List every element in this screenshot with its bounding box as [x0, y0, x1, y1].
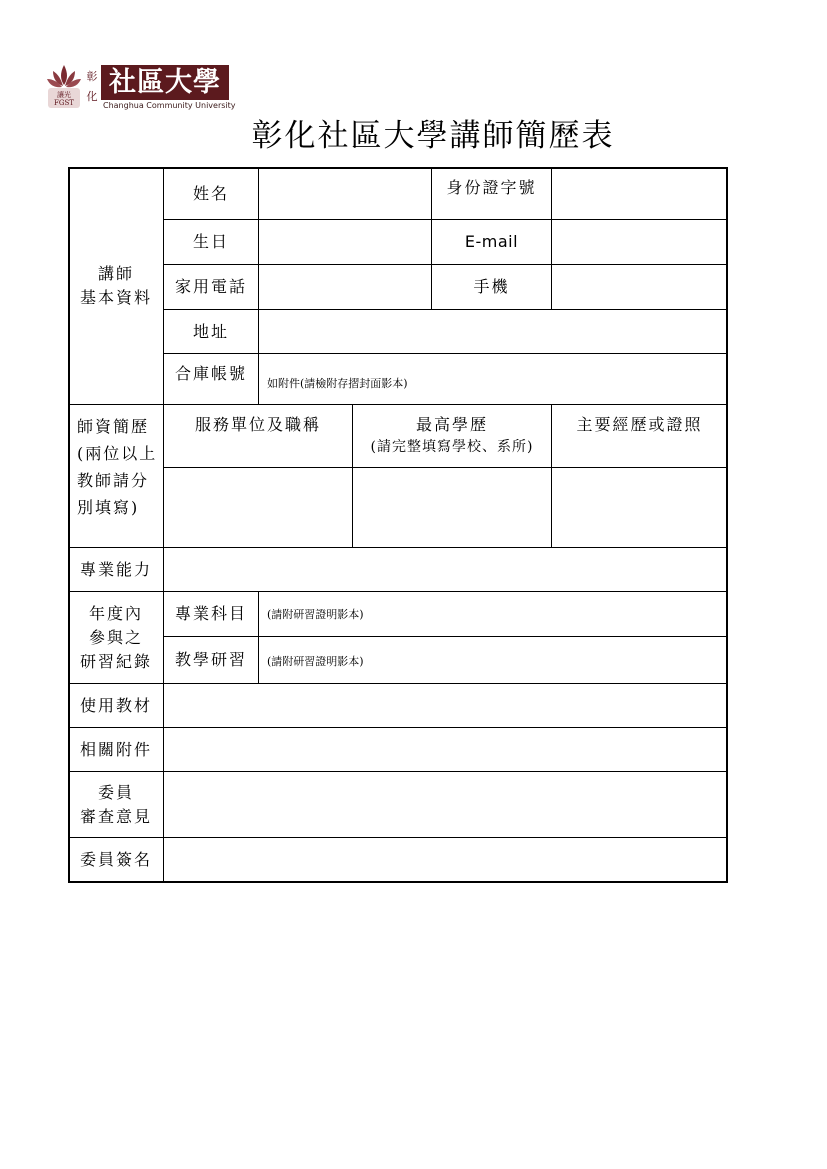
logo-emblem-text: 讓光 FGST [54, 91, 74, 107]
address-label: 地址 [163, 309, 259, 354]
committee-review-line1: 委員 [97, 782, 134, 802]
committee-review-line2: 審查意見 [79, 806, 152, 826]
committee-signature-label: 委員簽名 [68, 837, 164, 883]
id-number-label: 身份證字號 [431, 167, 552, 220]
service-column-header: 服務單位及職稱 [163, 404, 353, 468]
teaching-field[interactable] [258, 636, 728, 684]
name-field[interactable] [258, 167, 432, 220]
attachments-label: 相關附件 [68, 727, 164, 772]
training-label-line2: 參與之 [88, 627, 143, 647]
training-section-label [68, 591, 164, 684]
experience-field[interactable] [551, 467, 728, 548]
email-label: E-mail [431, 219, 552, 265]
basic-info-label-line2: 基本資料 [79, 288, 152, 307]
mobile-field[interactable] [551, 264, 728, 310]
bank-account-field[interactable] [258, 353, 728, 405]
committee-review-label [68, 771, 164, 838]
subject-field[interactable] [258, 591, 728, 637]
id-number-field[interactable] [551, 167, 728, 220]
bank-account-label: 合庫帳號 [163, 353, 259, 405]
bank-account-note: 如附件(請檢附存摺封面影本) [267, 377, 408, 390]
resume-section-label: 師資簡歷(兩位以上教師請分別填寫) [68, 404, 164, 548]
home-phone-field[interactable] [258, 264, 432, 310]
teaching-label: 教學研習 [163, 636, 259, 684]
birthday-label: 生日 [163, 219, 259, 265]
professional-ability-field[interactable] [163, 547, 728, 592]
professional-ability-label: 專業能力 [68, 547, 164, 592]
home-phone-label: 家用電話 [163, 264, 259, 310]
basic-info-label-line1: 講師 [97, 264, 134, 283]
logo-name: 社區大學 [101, 65, 229, 100]
education-column-header [352, 404, 552, 468]
committee-signature-field[interactable] [163, 837, 728, 883]
birthday-field[interactable] [258, 219, 432, 265]
education-field[interactable] [352, 467, 552, 548]
service-field[interactable] [163, 467, 353, 548]
school-logo [45, 61, 236, 113]
basic-info-section-label [68, 167, 164, 405]
training-label-line1: 年度內 [88, 603, 143, 623]
committee-review-field[interactable] [163, 771, 728, 838]
materials-label: 使用教材 [68, 683, 164, 728]
materials-field[interactable] [163, 683, 728, 728]
education-header-label: 最高學歷 [415, 415, 488, 434]
education-header-note: (請完整填寫學校、系所) [370, 439, 534, 455]
subject-note: (請附研習證明影本) [267, 608, 364, 621]
attachments-field[interactable] [163, 727, 728, 772]
teaching-note: (請附研習證明影本) [267, 655, 364, 668]
training-label-line3: 研習紀錄 [79, 651, 152, 671]
address-field[interactable] [258, 309, 728, 354]
logo-english: Changhua Community University [103, 101, 236, 110]
page-title: 彰化社區大學講師簡歷表 [251, 118, 615, 154]
name-label: 姓名 [163, 167, 259, 220]
mobile-label: 手機 [431, 264, 552, 310]
subject-label: 專業科目 [163, 591, 259, 637]
logo-side-text: 彰化 [86, 70, 98, 103]
experience-column-header: 主要經歷或證照 [551, 404, 728, 468]
email-field[interactable] [551, 219, 728, 265]
